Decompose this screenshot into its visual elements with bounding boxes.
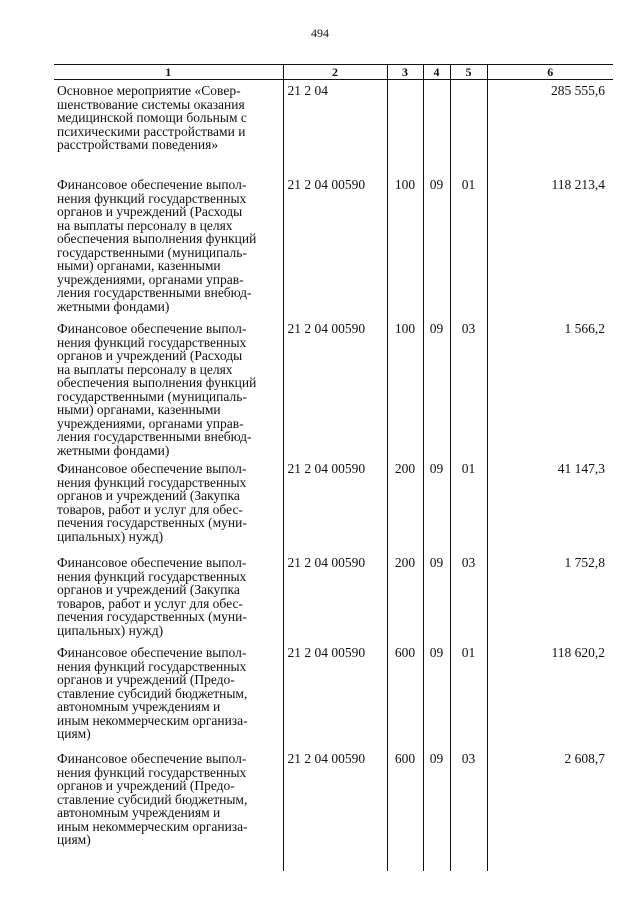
description-line: Финансовое обеспечение выпол- bbox=[57, 461, 247, 476]
row-expense-type: 200 bbox=[387, 458, 423, 552]
description-line: расстройствами поведения» bbox=[57, 137, 219, 152]
description-line: автономным учреждениям и bbox=[57, 805, 221, 820]
budget-table bbox=[54, 64, 613, 871]
table-row bbox=[54, 174, 613, 318]
row-subsection: 03 bbox=[450, 552, 487, 642]
description-line: товаров, работ и услуг для обес- bbox=[57, 501, 243, 517]
table-row bbox=[54, 80, 613, 175]
description-line: иным некоммерческим организа- bbox=[57, 818, 248, 834]
description-line: Финансовое обеспечение выпол- bbox=[57, 321, 247, 336]
description-line: органов и учреждений (Закупка bbox=[57, 582, 240, 597]
description-line: циям) bbox=[57, 832, 91, 847]
row-code: 21 2 04 00590 bbox=[283, 318, 387, 458]
description-line: государственными (муниципаль- bbox=[57, 244, 247, 260]
header-row bbox=[54, 65, 613, 80]
description-line: на выплаты персоналу в целях bbox=[57, 361, 233, 377]
description-line: органов и учреждений (Расходы bbox=[57, 348, 243, 363]
description-line: иным некоммерческим организа- bbox=[57, 712, 248, 728]
row-section: 09 bbox=[423, 458, 450, 552]
description-line: ления государственными внебюд- bbox=[57, 285, 252, 300]
row-description bbox=[54, 318, 283, 458]
row-code: 21 2 04 00590 bbox=[283, 552, 387, 642]
description-line: нения функций государственных bbox=[57, 568, 247, 584]
description-line: нения функций государственных bbox=[57, 764, 247, 780]
row-description bbox=[54, 552, 283, 642]
row-section: 09 bbox=[423, 748, 450, 871]
description-line: государственными (муниципаль- bbox=[57, 388, 247, 404]
row-expense-type bbox=[387, 80, 423, 175]
description-line: нения функций государственных bbox=[57, 474, 247, 490]
description-line: ставление субсидий бюджетным, bbox=[57, 791, 248, 807]
description-line: шенствование системы оказания bbox=[57, 96, 245, 112]
row-code: 21 2 04 00590 bbox=[283, 642, 387, 748]
table-row bbox=[54, 458, 613, 552]
description-line: Финансовое обеспечение выпол- bbox=[57, 645, 247, 660]
row-amount: 118 620,2 bbox=[487, 642, 613, 748]
description-line: обеспечения выполнения функций bbox=[57, 231, 257, 246]
description-line: ципальных) нужд) bbox=[57, 528, 164, 544]
header-col-6: 6 bbox=[487, 65, 613, 80]
row-section: 09 bbox=[423, 318, 450, 458]
header-col-2: 2 bbox=[283, 65, 387, 80]
row-section: 09 bbox=[423, 174, 450, 318]
row-code: 21 2 04 bbox=[283, 80, 387, 175]
row-code: 21 2 04 00590 bbox=[283, 458, 387, 552]
header-col-1: 1 bbox=[54, 65, 283, 80]
description-line: органов и учреждений (Предо- bbox=[57, 672, 235, 687]
description-line: нения функций государственных bbox=[57, 190, 247, 206]
row-expense-type: 100 bbox=[387, 318, 423, 458]
row-expense-type: 600 bbox=[387, 748, 423, 871]
description-line: товаров, работ и услуг для обес- bbox=[57, 595, 243, 611]
row-description bbox=[54, 458, 283, 552]
description-line: на выплаты персоналу в целях bbox=[57, 217, 233, 233]
row-section bbox=[423, 80, 450, 175]
description-line: нения функций государственных bbox=[57, 334, 247, 350]
row-code: 21 2 04 00590 bbox=[283, 174, 387, 318]
row-subsection: 01 bbox=[450, 458, 487, 552]
header-col-3: 3 bbox=[387, 65, 423, 80]
row-description bbox=[54, 642, 283, 748]
row-subsection: 01 bbox=[450, 174, 487, 318]
description-line: Финансовое обеспечение выпол- bbox=[57, 751, 247, 766]
row-description bbox=[54, 80, 283, 175]
description-line: медицинской помощи больным с bbox=[57, 110, 247, 125]
header-col-5: 5 bbox=[450, 65, 487, 80]
description-line: органов и учреждений (Расходы bbox=[57, 204, 243, 219]
description-line: циям) bbox=[57, 726, 91, 741]
header-col-4: 4 bbox=[423, 65, 450, 80]
description-line: учреждениями, органами управ- bbox=[57, 415, 244, 431]
description-line: нения функций государственных bbox=[57, 658, 247, 674]
description-line: органов и учреждений (Закупка bbox=[57, 488, 240, 503]
table-row bbox=[54, 552, 613, 642]
description-line: жетными фондами) bbox=[57, 442, 170, 458]
row-expense-type: 100 bbox=[387, 174, 423, 318]
row-description bbox=[54, 748, 283, 871]
row-subsection: 03 bbox=[450, 318, 487, 458]
row-subsection bbox=[450, 80, 487, 175]
row-amount: 1 752,8 bbox=[487, 552, 613, 642]
description-line: учреждениями, органами управ- bbox=[57, 271, 244, 287]
description-line: ставление субсидий бюджетным, bbox=[57, 685, 248, 701]
description-line: психическими расстройствами и bbox=[57, 123, 246, 139]
table-row bbox=[54, 642, 613, 748]
row-expense-type: 200 bbox=[387, 552, 423, 642]
row-amount: 1 566,2 bbox=[487, 318, 613, 458]
row-section: 09 bbox=[423, 552, 450, 642]
row-subsection: 01 bbox=[450, 642, 487, 748]
description-line: ными) органами, казенными bbox=[57, 402, 221, 417]
description-line: Финансовое обеспечение выпол- bbox=[57, 177, 247, 192]
row-amount: 118 213,4 bbox=[487, 174, 613, 318]
page-number: 494 bbox=[311, 26, 329, 40]
description-line: органов и учреждений (Предо- bbox=[57, 778, 235, 793]
description-line: ления государственными внебюд- bbox=[57, 429, 252, 444]
row-amount: 41 147,3 bbox=[487, 458, 613, 552]
description-line: обеспечения выполнения функций bbox=[57, 375, 257, 390]
description-line: автономным учреждениям и bbox=[57, 699, 221, 714]
description-line: ными) органами, казенными bbox=[57, 258, 221, 273]
row-description bbox=[54, 174, 283, 318]
row-section: 09 bbox=[423, 642, 450, 748]
table-row bbox=[54, 318, 613, 458]
description-line: ципальных) нужд) bbox=[57, 622, 164, 638]
description-line: жетными фондами) bbox=[57, 298, 170, 314]
row-expense-type: 600 bbox=[387, 642, 423, 748]
row-amount: 2 608,7 bbox=[487, 748, 613, 871]
description-line: Основное мероприятие «Совер- bbox=[57, 83, 241, 98]
description-line: Финансовое обеспечение выпол- bbox=[57, 555, 247, 570]
row-subsection: 03 bbox=[450, 748, 487, 871]
row-amount: 285 555,6 bbox=[487, 80, 613, 175]
description-line: печения государственных (муни- bbox=[57, 515, 247, 530]
row-code: 21 2 04 00590 bbox=[283, 748, 387, 871]
table-row bbox=[54, 748, 613, 871]
description-line: печения государственных (муни- bbox=[57, 609, 247, 624]
